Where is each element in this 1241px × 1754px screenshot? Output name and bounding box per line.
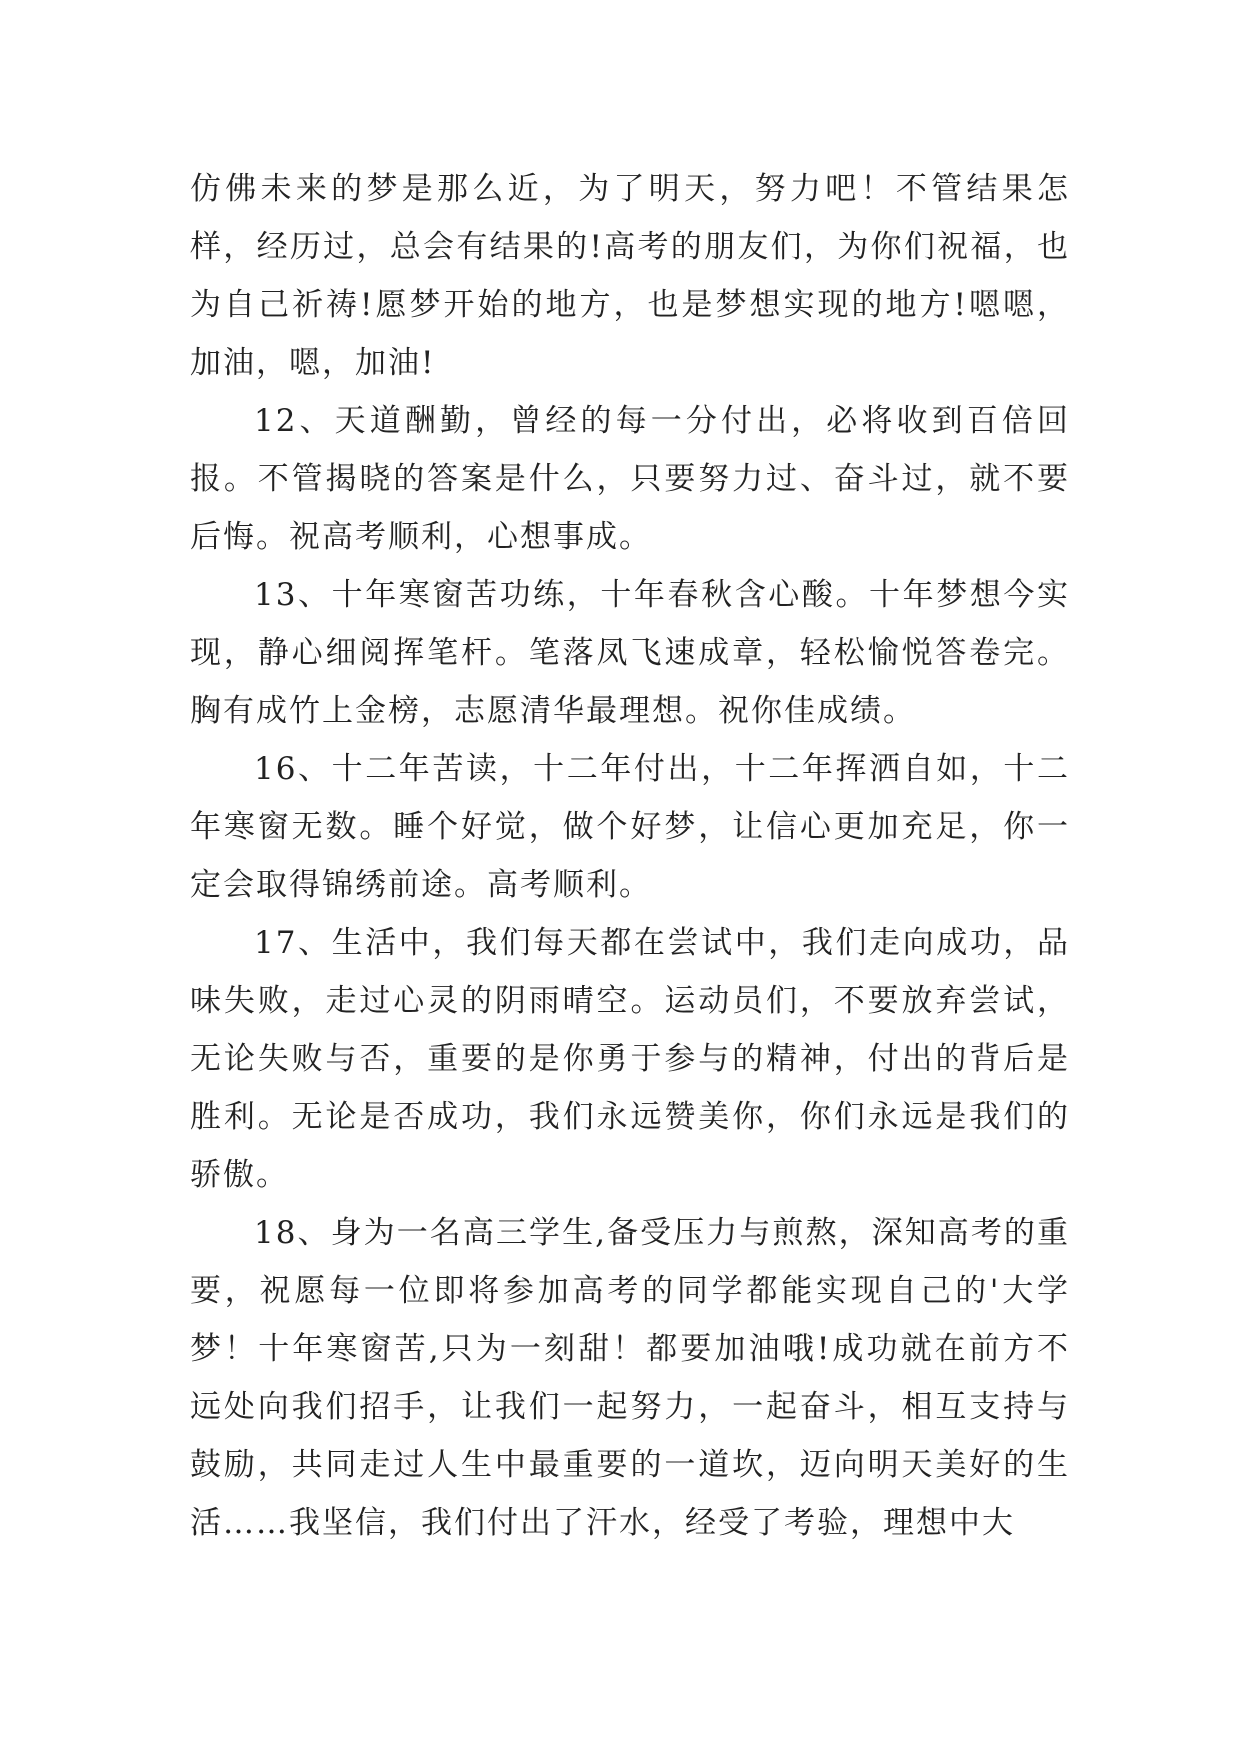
- paragraph-item-16: 16、十二年苦读，十二年付出，十二年挥洒自如，十二年寒窗无数。睡个好觉，做个好梦，让信心更加充足，你一定会取得锦绣前途。高考顺利。: [190, 751, 1070, 903]
- document-body: [190, 160, 1070, 1552]
- paragraph-item-17: 17、生活中，我们每天都在尝试中，我们走向成功，品味失败，走过心灵的阴雨晴空。运动员们，不要放弃尝试，无论失败与否，重要的是你勇于参与的精神，付出的背后是胜利。无论是否成功，我们永远赞美你，你们永远是我们的骄傲。: [190, 925, 1070, 1193]
- paragraph-item-13: 13、十年寒窗苦功练，十年春秋含心酸。十年梦想今实现，静心细阅挥笔杆。笔落凤飞速成章，轻松愉悦答卷完。胸有成竹上金榜，志愿清华最理想。祝你佳成绩。: [190, 577, 1070, 729]
- paragraph-continued: 仿佛未来的梦是那么近，为了明天，努力吧！不管结果怎样，经历过，总会有结果的!高考的朋友们，为你们祝福，也为自己祈祷!愿梦开始的地方，也是梦想实现的地方!嗯嗯，加油，嗯，加油!: [190, 171, 1070, 381]
- paragraph-item-12: 12、天道酬勤，曾经的每一分付出，必将收到百倍回报。不管揭晓的答案是什么，只要努力过、奋斗过，就不要后悔。祝高考顺利，心想事成。: [190, 403, 1070, 555]
- paragraph-item-18: 18、身为一名高三学生,备受压力与煎熬，深知高考的重要，祝愿每一位即将参加高考的同学都能实现自己的'大学梦！十年寒窗苦,只为一刻甜！都要加油哦!成功就在前方不远处向我们招手，让我们一起努力，一起奋斗，相互支持与鼓励，共同走过人生中最重要的一道坎，迈向明天美好的生活……我坚信，我们付出了汗水，经受了考验，理想中大: [190, 1215, 1070, 1541]
